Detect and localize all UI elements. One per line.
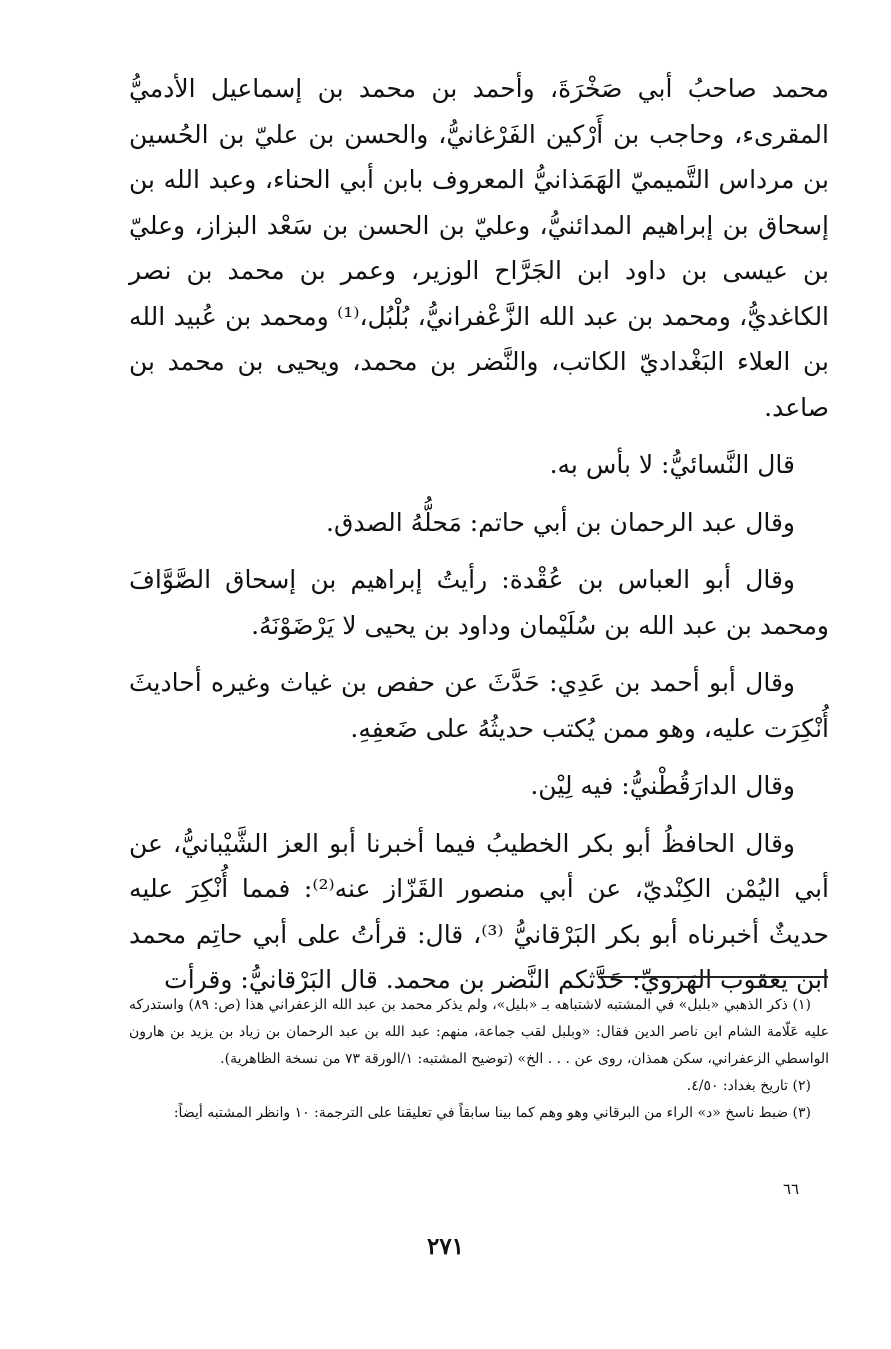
paragraph-nasai: قال النَّسائيُّ: لا بأس به. [549,450,795,479]
main-text [129,66,829,1015]
paragraph-ibn-abi-hatim: وقال عبد الرحمان بن أبي حاتم: مَحلُّهُ الصدق. [326,507,795,537]
paragraph-ibn-uqda: وقال أبو العباس بن عُقْدة: رأيتُ إبراهيم بن إسحاق الصَّوَّافَ ومحمد بن عبد الله بن سُلَيْمان وداود بن يحيى لا يَرْضَوْنَهُ. [129,565,829,640]
footnote-divider [598,976,828,978]
page-number: ٢٧١ [426,1233,465,1260]
footnotes [129,992,829,1127]
footnote-3: (٣) ضبط ناسخ «د» الراء من البرقاني وهو وهم كما بينا سابقاً في تعليقنا على الترجمة: ١٠ وانظر المشتبه أيضاً: [173,1105,811,1121]
signature-mark: ٦٦ [783,1180,800,1198]
footnote-2: (٢) تاريخ بغداد: ٤/٥٠. [686,1078,811,1094]
footnote-1: (١) ذكر الذهبي «بلبل» في المشتبه لاشتباهه بـ «بليل»، ولم يذكر محمد بن عبد الله الزعفراني هذا (ص: ٨٩) واستدركه عليه عَلّامة الشام ابن ناصر الدين فقال: «وبلبل لقب جماعة، منهم: عبد الله بن عبد الرحمان بن زياد بن يزيد بن هارون الواسطي الزعفراني، سكن همذان، روى عن . . . الخ» (توضيح المشتبه: ١/الورقة ٧٣ من نسخة الظاهرية). [129,997,829,1067]
paragraph-daraqutni: وقال الدارَقُطْنيُّ: فيه لِيْن. [530,771,795,800]
paragraph-khatib: وقال الحافظُ أبو بكر الخطيبُ فيما أخبرنا أبو العز الشَّيْبانيُّ، عن أبي اليُمْن الكِنْديّ، عن أبي منصور القَزّاز عنه⁽²⁾: فمما أُنْكِرَ عليه حديثٌ أخبرناه أبو بكر البَرْقانيُّ ⁽³⁾، قال: قرأتُ على أبي حاتِم محمد ابن يعقوب الهَرَويِّ: حَدَّثكم النَّضر بن محمد. قال البَرْقانيُّ: وقرأت [129,828,829,994]
paragraph-biography-narrators: محمد صاحبُ أبي صَخْرَةَ، وأحمد بن محمد بن إسماعيل الأدميُّ المقرىء، وحاجب بن أَرْكين الفَرْغانيُّ، والحسن بن عليّ بن الحُسين بن مرداس التَّميميّ الهَمَذانيُّ المعروف بابن أبي الحناء، وعبد الله بن إسحاق بن إبراهيم المدائنيُّ، وعليّ بن الحسن بن سَعْد البزاز، وعليّ بن عيسى بن داود ابن الجَرَّاح الوزير، وعمر بن محمد بن نصر الكاغديُّ، ومحمد بن عبد الله الزَّعْفرانيُّ، بُلْبُل،⁽¹⁾ ومحمد بن عُبيد الله بن العلاء البَغْداديّ الكاتب، والنَّضر بن محمد، ويحيى بن محمد بن صاعد. [129,74,830,422]
paragraph-ibn-adi: وقال أبو أحمد بن عَدِي: حَدَّثَ عن حفص بن غياث وغيره أحاديثَ أُنْكِرَت عليه، وهو ممن يُكتب حديثُهُ على ضَعفِهِ. [129,668,829,743]
